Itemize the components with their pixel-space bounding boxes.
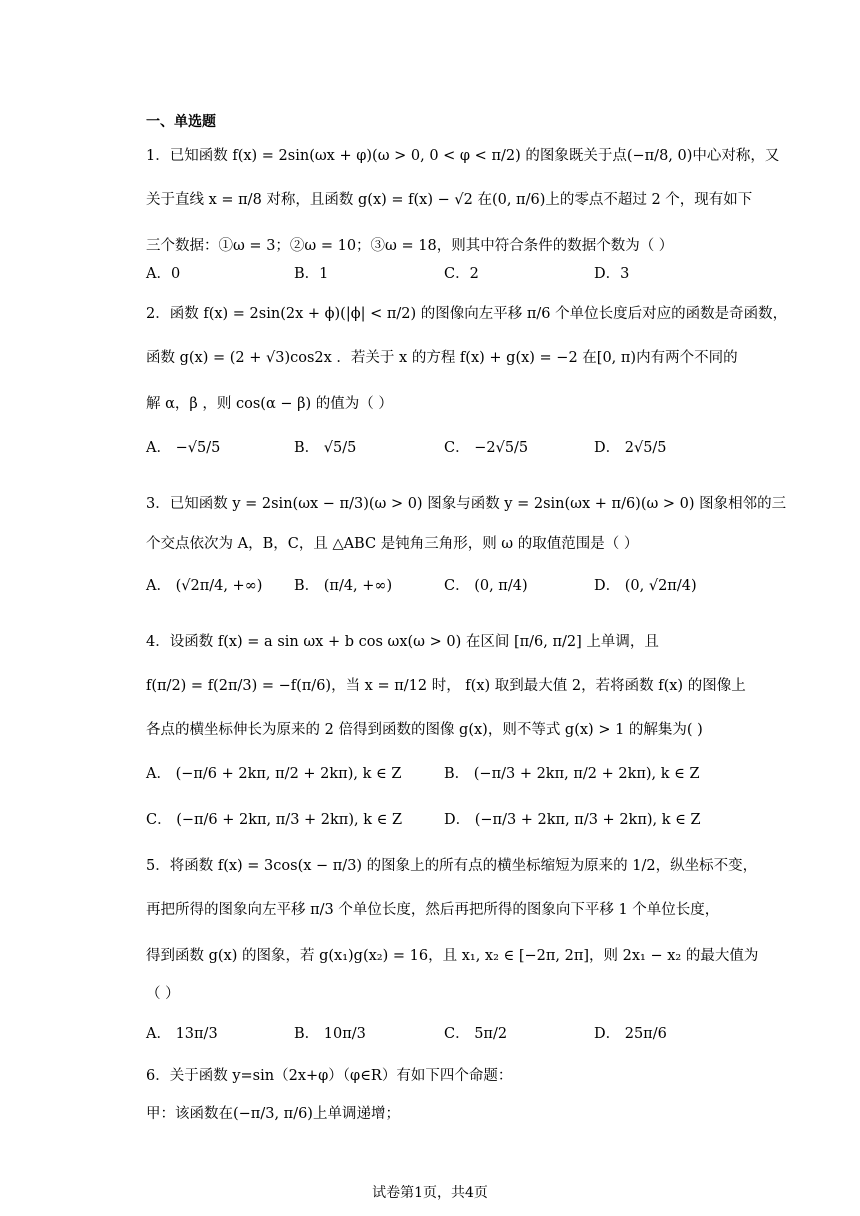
- q1-option-c: C．2: [444, 266, 479, 282]
- q2-option-d: D． 2√5/5: [594, 440, 667, 456]
- q1-line-1: 1．已知函数 f(x) = 2sin(ωx + φ)(ω > 0, 0 < φ < π/2) 的图象既关于点(−π/8, 0)中心对称，又: [146, 148, 780, 164]
- q3-option-b: B． (π/4, +∞): [294, 578, 393, 594]
- q5-line-3: 得到函数 g(x) 的图象，若 g(x₁)g(x₂) = 16，且 x₁, x₂ ∈ [−2π, 2π]，则 2x₁ − x₂ 的最大值为: [146, 948, 759, 964]
- q2-line-1: 2．函数 f(x) = 2sin(2x + ϕ)(|ϕ| < π/2) 的图像向左平移 π/6 个单位长度后对应的函数是奇函数，: [146, 306, 788, 322]
- q1-line-2: 关于直线 x = π/8 对称，且函数 g(x) = f(x) − √2 在(0, π/6)上的零点不超过 2 个，现有如下: [146, 192, 753, 208]
- q4-option-c: C． (−π/6 + 2kπ, π/3 + 2kπ), k ∈ Z: [146, 812, 403, 828]
- q3-option-a: A． (√2π/4, +∞): [146, 578, 263, 594]
- q2-option-b: B． √5/5: [294, 440, 357, 456]
- q4-line-2: f(π/2) = f(2π/3) = −f(π/6)，当 x = π/12 时， f(x) 取到最大值 2，若将函数 f(x) 的图像上: [146, 678, 746, 694]
- q3-line-2: 个交点依次为 A，B，C，且 △ABC 是钝角三角形，则 ω 的取值范围是（ ）: [146, 536, 639, 552]
- q1-option-b: B．1: [294, 266, 329, 282]
- q2-option-a: A． −√5/5: [146, 440, 221, 456]
- q2-option-c: C． −2√5/5: [444, 440, 529, 456]
- q3-option-d: D． (0, √2π/4): [594, 578, 697, 594]
- q1-option-d: D．3: [594, 266, 630, 282]
- q4-option-b: B． (−π/3 + 2kπ, π/2 + 2kπ), k ∈ Z: [444, 766, 700, 782]
- q5-line-1: 5．将函数 f(x) = 3cos(x − π/3) 的图象上的所有点的横坐标缩短为原来的 1/2，纵坐标不变，: [146, 858, 758, 874]
- q5-line-2: 再把所得的图象向左平移 π/3 个单位长度，然后再把所得的图象向下平移 1 个单位长度，: [146, 902, 720, 918]
- q1-line-3: 三个数据：①ω = 3；②ω = 10；③ω = 18，则其中符合条件的数据个数为（ ）: [146, 238, 674, 254]
- q5-option-c: C． 5π/2: [444, 1026, 508, 1042]
- q4-option-d: D． (−π/3 + 2kπ, π/3 + 2kπ), k ∈ Z: [444, 812, 701, 828]
- q4-option-a: A． (−π/6 + 2kπ, π/2 + 2kπ), k ∈ Z: [146, 766, 402, 782]
- q5-option-d: D． 25π/6: [594, 1026, 667, 1042]
- q5-option-a: A． 13π/3: [146, 1026, 218, 1042]
- q1-option-a: A．0: [146, 266, 181, 282]
- q6-line-1: 6．关于函数 y=sin（2x+φ）（φ∈R）有如下四个命题：: [146, 1068, 513, 1084]
- q3-line-1: 3．已知函数 y = 2sin(ωx − π/3)(ω > 0) 图象与函数 y = 2sin(ωx + π/6)(ω > 0) 图象相邻的三: [146, 496, 787, 512]
- q5-option-b: B． 10π/3: [294, 1026, 366, 1042]
- q2-line-3: 解 α，β ，则 cos(α − β) 的值为（ ）: [146, 396, 393, 412]
- q5-line-4: （ ）: [146, 986, 180, 1002]
- page-footer: 试卷第1页，共4页: [372, 1185, 488, 1201]
- section-title: 一、单选题: [146, 114, 216, 130]
- q4-line-1: 4．设函数 f(x) = a sin ωx + b cos ωx(ω > 0) 在区间 [π/6, π/2] 上单调，且: [146, 634, 659, 650]
- q3-option-c: C． (0, π/4): [444, 578, 528, 594]
- q2-line-2: 函数 g(x) = (2 + √3)cos2x ．若关于 x 的方程 f(x) + g(x) = −2 在[0, π)内有两个不同的: [146, 350, 738, 366]
- q6-line-2: 甲：该函数在(−π/3, π/6)上单调递增；: [146, 1106, 400, 1122]
- q4-line-3: 各点的横坐标伸长为原来的 2 倍得到函数的图像 g(x)，则不等式 g(x) > 1 的解集为( ): [146, 722, 703, 738]
